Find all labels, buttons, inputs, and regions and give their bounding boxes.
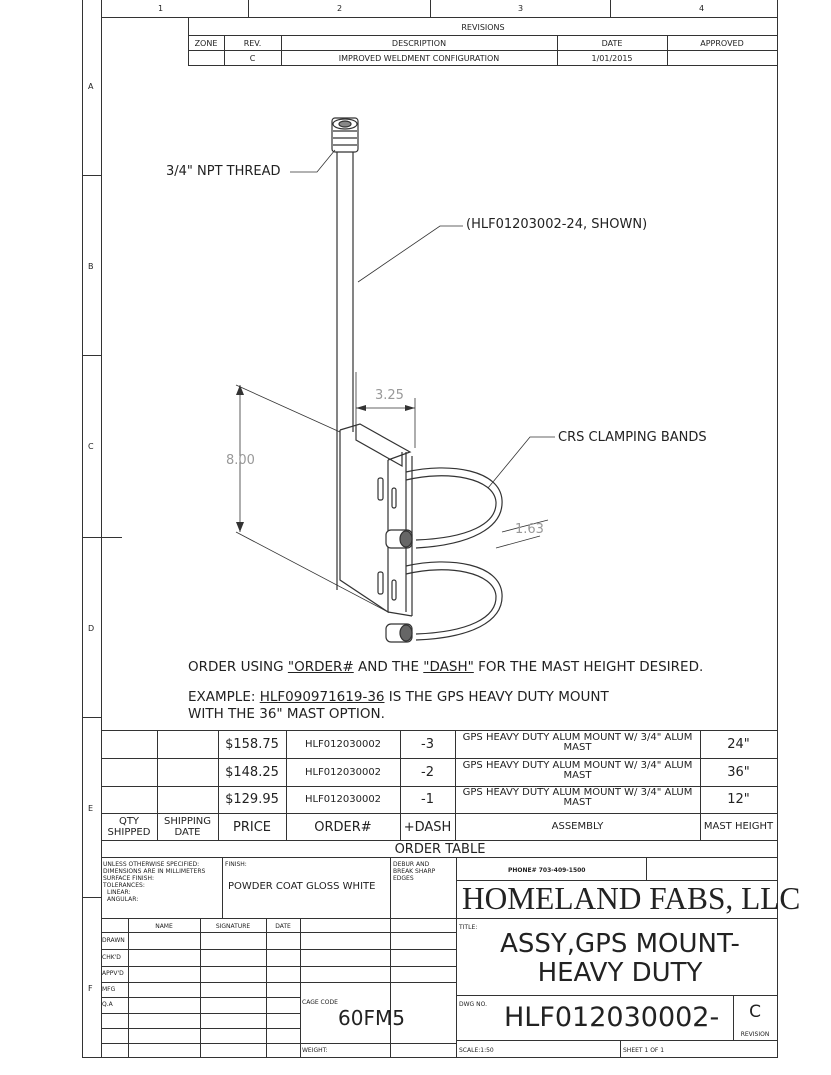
sheet-label: SHEET 1 OF 1 (623, 1047, 665, 1054)
rev-header-zone: ZONE (194, 39, 218, 48)
sig-row-approved: APPV'D (102, 970, 124, 977)
revision-value: C (749, 1002, 761, 1022)
weight-label: WEIGHT: (302, 1047, 328, 1054)
sig-row-mfg: MFG (102, 986, 116, 993)
row-label-f: F (88, 984, 93, 993)
title-label: TITLE: (459, 924, 478, 931)
dwg-no-value: HLF012030002- (504, 1002, 720, 1033)
sig-header-name: NAME (155, 923, 173, 930)
order-header-price: PRICE (233, 820, 271, 835)
revision-label: REVISION (740, 1031, 770, 1038)
column-label-1: 1 (158, 4, 164, 13)
scale-label: SCALE:1:50 (459, 1047, 494, 1054)
row-label-c: C (88, 442, 94, 451)
cage-code-label: CAGE CODE (302, 999, 338, 1006)
finish-value: POWDER COAT GLOSS WHITE (228, 881, 376, 892)
width-dimension: 3.25 (375, 388, 404, 403)
thread-callout: 3/4" NPT THREAD (166, 164, 281, 179)
row-label-b: B (88, 262, 94, 271)
height-dimension: 8.00 (226, 453, 255, 468)
clamp-band-callout: CRS CLAMPING BANDS (558, 430, 707, 445)
order-header-dash: +DASH (403, 820, 452, 835)
finish-label: FINISH: (225, 861, 247, 868)
rev-header-rev: REV. (243, 39, 262, 48)
revisions-title: REVISIONS (461, 23, 505, 32)
rev-header-description: DESCRIPTION (391, 39, 447, 48)
column-label-3: 3 (518, 4, 524, 13)
dwg-no-label: DWG NO. (459, 1001, 487, 1008)
rev-row-date: 1/01/2015 (591, 54, 633, 63)
order-header-ship: SHIPPING DATE (163, 816, 212, 838)
row-label-e: E (88, 804, 94, 813)
company-name: HOMELAND FABS, LLC (462, 880, 801, 916)
sig-header-signature: SIGNATURE (215, 923, 251, 930)
order-header-qty: QTY SHIPPED (107, 816, 151, 838)
rev-row-rev: C (249, 54, 256, 63)
rev-header-approved: APPROVED (700, 39, 744, 48)
rev-row-description: IMPROVED WELDMENT CONFIGURATION (338, 54, 500, 63)
drawing-title-line1: ASSY,GPS MOUNT- (500, 929, 740, 959)
cage-code-value: 60FM5 (338, 1006, 405, 1030)
example-note: EXAMPLE: HLF090971619-36 IS THE GPS HEAVY DUTY MOUNT (188, 689, 609, 705)
sig-row-checked: CHK'D (102, 954, 121, 961)
row-label-a: A (88, 82, 94, 91)
drawing-title-line2: HEAVY DUTY (537, 958, 703, 988)
order-table-title: ORDER TABLE (394, 842, 486, 857)
example-note-line2: WITH THE 36" MAST OPTION. (188, 706, 385, 722)
sig-row-drawn: DRAWN (102, 937, 125, 944)
part-shown-callout: (HLF01203002-24, SHOWN) (466, 217, 648, 232)
sig-row-qa: Q.A (102, 1001, 113, 1008)
order-header-order: ORDER# (314, 820, 372, 835)
column-label-4: 4 (699, 4, 705, 13)
order-header-assembly: ASSEMBLY (551, 821, 604, 832)
band-dimension: 1.63 (515, 522, 544, 537)
order-note: ORDER USING "ORDER# AND THE "DASH" FOR THE MAST HEIGHT DESIRED. (188, 659, 704, 675)
rev-header-date: DATE (601, 39, 623, 48)
phone-number: PHONE# 703-409-1500 (508, 867, 586, 874)
deburr-note: DEBUR AND BREAK SHARP EDGES (393, 861, 436, 882)
general-notes: UNLESS OTHERWISE SPECIFIED: DIMENSIONS ARE IN MILLIMETERS SURFACE FINISH: TOLERANCES: LINEAR: ANGULAR: (103, 861, 206, 903)
order-header-mast-height: MAST HEIGHT (703, 821, 774, 832)
sig-header-date: DATE (275, 923, 291, 930)
row-label-d: D (88, 624, 95, 633)
column-label-2: 2 (337, 4, 343, 13)
